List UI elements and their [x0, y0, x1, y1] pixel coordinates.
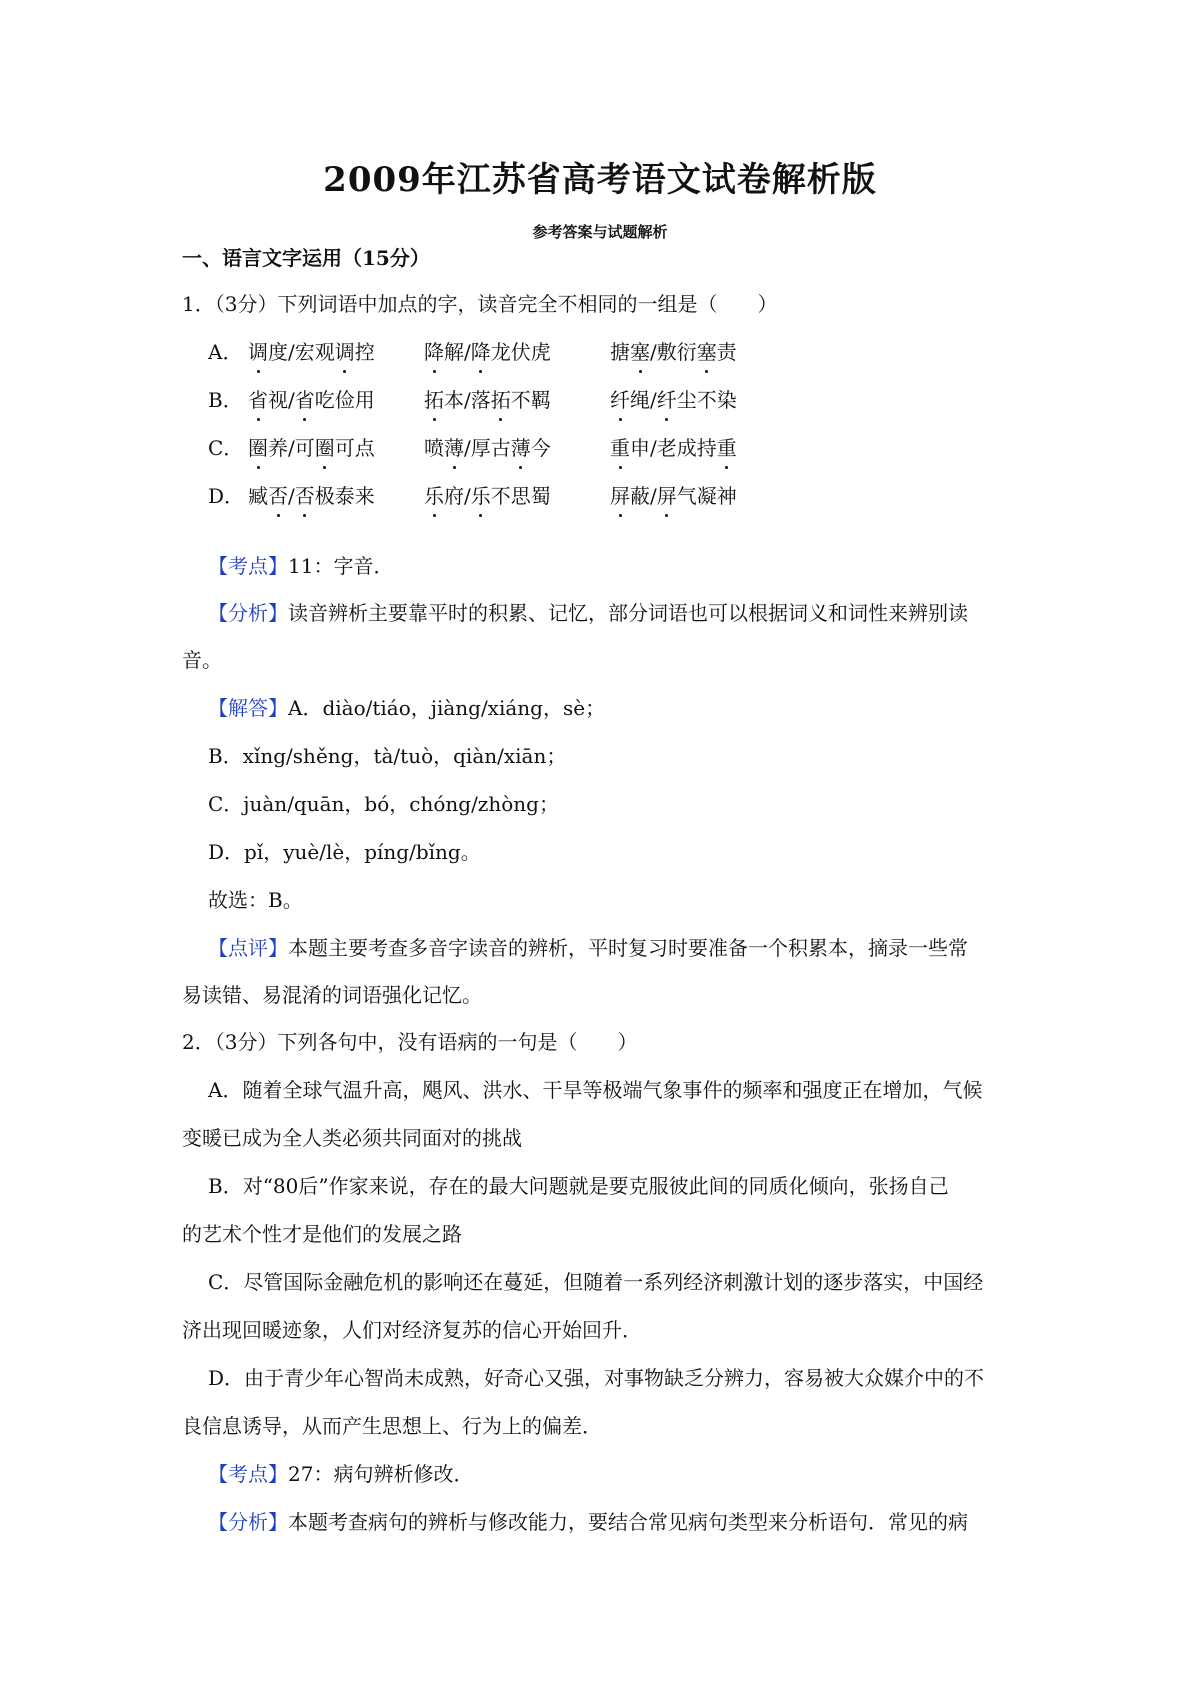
q2-option-a: A．随着全球气温升高，飓风、洪水、干旱等极端气象事件的频率和强度正在增加，气候	[208, 1078, 983, 1102]
q1-answer: 故选：B。	[208, 888, 303, 912]
q2-option-a-cont: 变暖已成为全人类必须共同面对的挑战	[182, 1126, 522, 1150]
option-col-2: 喷薄/厚古薄今	[424, 436, 551, 460]
q1-dianping	[208, 934, 968, 962]
q2-kaodian	[208, 1460, 473, 1488]
kaodian-text: 11：字音．	[288, 554, 394, 578]
q1-dianping-cont: 易读错、易混淆的词语强化记忆。	[182, 983, 482, 1007]
dianping-tag: 【点评】	[208, 936, 288, 960]
option-col-2: 乐府/乐不思蜀	[424, 484, 551, 508]
page-title: 2009年江苏省高考语文试卷解析版	[323, 160, 877, 200]
kaodian-text: 27：病句辨析修改．	[288, 1462, 474, 1486]
page-subtitle: 参考答案与试题解析	[532, 223, 668, 241]
option-col-2: 拓本/落拓不羁	[424, 388, 551, 412]
option-col-1: 调度/宏观调控	[248, 340, 375, 364]
q1-jieda	[208, 694, 605, 722]
option-col-1: 圈养/可圈可点	[248, 436, 375, 460]
option-label: D．	[208, 484, 245, 508]
dianping-text: 本题主要考查多音字读音的辨析，平时复习时要准备一个积累本，摘录一些常	[288, 936, 968, 960]
q1-fenxi-cont: 音。	[182, 648, 222, 672]
option-label: B．	[208, 388, 243, 412]
q2-option-b-cont: 的艺术个性才是他们的发展之路	[182, 1222, 462, 1246]
option-col-3: 搪塞/敷衍塞责	[610, 340, 737, 364]
question-1-stem: 1．（3分）下列词语中加点的字，读音完全不相同的一组是（ ）	[182, 292, 778, 316]
fenxi-text: 读音辨析主要靠平时的积累、记忆，部分词语也可以根据词义和词性来辨别读	[288, 601, 968, 625]
kaodian-tag: 【考点】	[208, 1462, 288, 1486]
q2-option-d-cont: 良信息诱导，从而产生思想上、行为上的偏差．	[182, 1414, 602, 1438]
jieda-tag: 【解答】	[208, 696, 288, 720]
q2-option-c: C．尽管国际金融危机的影响还在蔓延，但随着一系列经济刺激计划的逐步落实，中国经	[208, 1270, 984, 1294]
fenxi-text: 本题考查病句的辨析与修改能力，要结合常见病句类型来分析语句．常见的病	[288, 1510, 968, 1534]
question-2-stem: 2．（3分）下列各句中，没有语病的一句是（ ）	[182, 1030, 638, 1054]
jieda-a: A．diào/tiáo，jiàng/xiáng，sè；	[288, 696, 606, 720]
option-col-2: 降解/降龙伏虎	[424, 340, 551, 364]
q1-jieda-c: C．juàn/quān，bó，chóng/zhòng；	[208, 792, 559, 816]
fenxi-tag: 【分析】	[208, 1510, 288, 1534]
option-col-3: 重申/老成持重	[610, 436, 737, 460]
option-col-1: 省视/省吃俭用	[248, 388, 375, 412]
q2-option-d: D．由于青少年心智尚未成熟，好奇心又强，对事物缺乏分辨力，容易被大众媒介中的不	[208, 1366, 985, 1390]
q2-fenxi	[208, 1508, 968, 1536]
q1-jieda-b: B．xǐng/shěng，tà/tuò，qiàn/xiān；	[208, 744, 567, 768]
fenxi-tag: 【分析】	[208, 601, 288, 625]
q1-fenxi	[208, 599, 968, 627]
option-col-1: 臧否/否极泰来	[248, 484, 375, 508]
option-col-3: 屏蔽/屏气凝神	[610, 484, 737, 508]
option-label: A．	[208, 340, 243, 364]
q2-option-b: B．对“80后”作家来说，存在的最大问题就是要克服彼此间的同质化倾向，张扬自己	[208, 1174, 949, 1198]
kaodian-tag: 【考点】	[208, 554, 288, 578]
q1-jieda-d: D．pǐ，yuè/lè，píng/bǐng。	[208, 840, 481, 864]
option-label: C．	[208, 436, 244, 460]
option-col-3: 纤绳/纤尘不染	[610, 388, 737, 412]
q2-option-c-cont: 济出现回暖迹象，人们对经济复苏的信心开始回升．	[182, 1318, 642, 1342]
q1-kaodian	[208, 552, 393, 580]
section-heading: 一、语言文字运用（15分）	[182, 246, 430, 270]
